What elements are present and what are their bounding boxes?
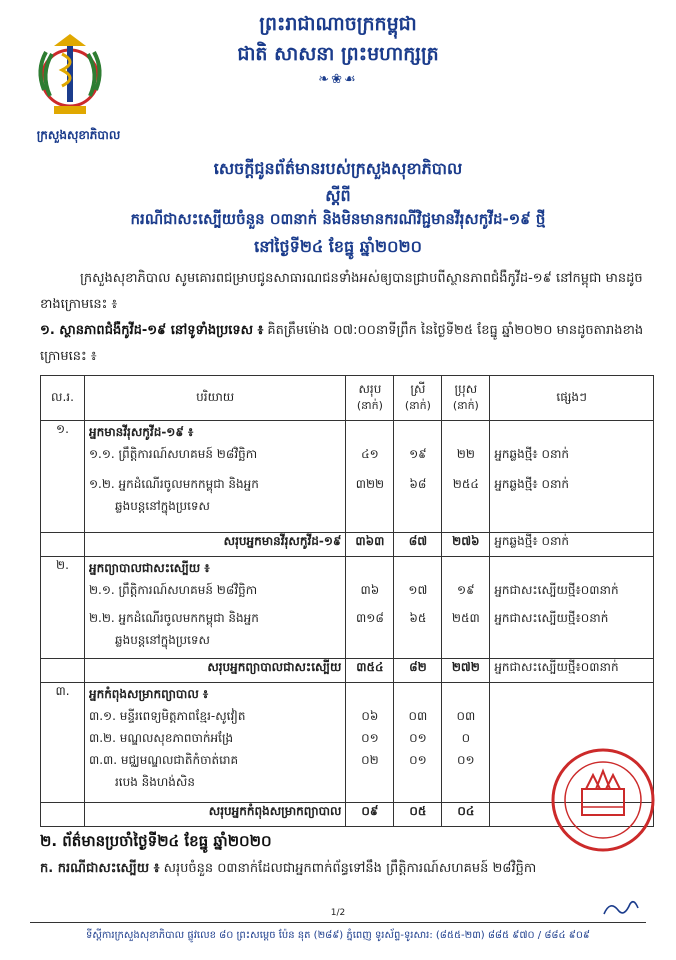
group-male: ២២ ២៥៤ bbox=[442, 421, 490, 533]
document-subject-label: ស្តីពី bbox=[325, 186, 351, 205]
recovered-cases-text: សរុបចំនួន ០៣នាក់ដែលជាអ្នកពាក់ព័ន្ធទៅនឹង ព្រឹត្តិការណ៍សហគមន៍ ២៨វិច្ឆិកា bbox=[159, 861, 537, 876]
group-number: ៣. bbox=[41, 683, 85, 803]
group-total: ០៦ ០១ ០២ bbox=[346, 683, 394, 803]
recovered-cases-paragraph bbox=[40, 860, 670, 879]
footer-address: ទីស្តីការក្រសួងសុខាភិបាល ផ្លូវលេខ ៨០ ព្រះសម្តេច ប៉ែន នុត (២៨៩) ភ្នំពេញ ទូរស័ព្ទ-ទូរសារ: (៨៥៥-២៣) ៨៨៥ ៩៧០ / ៨៨៤ ៩០៩ bbox=[86, 930, 590, 941]
table-sum-row: សរុបអ្នកព្យាបាលជាសះស្បើយ ៣៥៤ ៨២ ២៧២ អ្នកជាសះស្បើយថ្មី៖០៣នាក់ bbox=[41, 659, 654, 683]
group-female: ០៣ ០១ ០១ bbox=[394, 683, 442, 803]
ministry-logo-icon bbox=[30, 30, 110, 125]
table-sum-row: សរុបអ្នកមានវីរុសកូវីដ-១៩ ៣៦៣ ៨៧ ២៧៦ អ្នកឆ្លងថ្មី៖ ០នាក់ bbox=[41, 533, 654, 557]
motto-heading: ជាតិ សាសនា ព្រះមហាក្សត្រ bbox=[237, 43, 439, 65]
document-title: សេចក្តីជូនព័ត៌មានរបស់ក្រសួងសុខាភិបាល bbox=[213, 159, 463, 178]
table-sum-row: សរុបអ្នកកំពុងសម្រាកព្យាបាល ០៩ ០៥ ០៤ bbox=[41, 803, 654, 827]
group-female: ១៧ ៦៥ bbox=[394, 557, 442, 659]
group-male: ១៩ ២៥៣ bbox=[442, 557, 490, 659]
group-total: ៤១ ៣២២ bbox=[346, 421, 394, 533]
ornament-divider: ❧❀☙ bbox=[318, 72, 358, 87]
kingdom-heading: ព្រះរាជាណាចក្រកម្ពុជា bbox=[259, 13, 417, 35]
table-row bbox=[41, 557, 654, 659]
ministry-name: ក្រសួងសុខាភិបាល bbox=[36, 128, 121, 142]
header-other: ផ្សេងៗ bbox=[490, 376, 654, 421]
group-other: អ្នកជាសះស្បើយថ្មី៖០៣នាក់ អ្នកជាសះស្បើយថ្មី៖០នាក់ bbox=[490, 557, 654, 659]
intro-paragraph: ក្រសួងសុខាភិបាល សូមគោរពជម្រាបជូនសាធារណជនទាំងអស់ឲ្យបានជ្រាបពីស្ថានភាពជំងឺកូវីដ-១៩ នៅកម្ពុជា មានដូចខាងក្រោមនេះ ៖ bbox=[40, 271, 643, 312]
group-female: ១៩ ៦៨ bbox=[394, 421, 442, 533]
page-number: 1/2 bbox=[330, 908, 346, 918]
document-date: នៅថ្ងៃទី២៤ ខែធ្នូ ឆ្នាំ២០២០ bbox=[254, 237, 422, 256]
table-row bbox=[41, 421, 654, 533]
group-male: ០៣ ០ ០១ bbox=[442, 683, 490, 803]
footer-divider bbox=[30, 922, 646, 923]
header-no: ល.រ. bbox=[41, 376, 85, 421]
recovered-cases-label: ក. ករណីជាសះស្បើយ ៖ bbox=[40, 861, 160, 876]
table-header-row bbox=[41, 376, 654, 421]
group-other: អ្នកឆ្លងថ្មី៖ ០នាក់ អ្នកឆ្លងថ្មី៖ ០នាក់ bbox=[490, 421, 654, 533]
signature-initial-icon bbox=[600, 898, 640, 920]
section1-paragraph bbox=[40, 318, 660, 370]
group-description: អ្នកព្យាបាលជាសះស្បើយ ៖ ២.១. ព្រឹត្តិការណ៍សហគមន៍ ២៨វិច្ឆិកា ២.២. អ្នកដំណើរចូលមកកម្ពុជា និងអ្នក ឆ្លងបន្តនៅក្នុងប្រទេស bbox=[84, 557, 345, 659]
section1-heading: ១. ស្ថានភាពជំងឺកូវីដ-១៩ នៅទូទាំងប្រទេស ៖ bbox=[40, 323, 264, 338]
header-description: បរិយាយ bbox=[84, 376, 345, 421]
header-total: សរុប (នាក់) bbox=[346, 376, 394, 421]
header-male: ប្រុស (នាក់) bbox=[442, 376, 490, 421]
group-number: ១. bbox=[41, 421, 85, 533]
section2-heading: ២. ព័ត៌មានប្រចាំថ្ងៃទី២៤ ខែធ្នូ ឆ្នាំ២០២០ bbox=[40, 832, 272, 850]
group-description: អ្នកមានវីរុសកូវីដ-១៩ ៖ ១.១. ព្រឹត្តិការណ៍សហគមន៍ ២៨វិច្ឆិកា ១.២. អ្នកដំណើរចូលមកកម្ពុជា និងអ្នក ឆ្លងបន្តនៅក្នុងប្រទេស bbox=[84, 421, 345, 533]
group-total: ៣៦ ៣១៨ bbox=[346, 557, 394, 659]
header-female: ស្រី (នាក់) bbox=[394, 376, 442, 421]
document-subject: ករណីជាសះស្បើយចំនួន ០៣នាក់ និងមិនមានករណីវិជ្ជមានវីរុសកូវីដ-១៩ ថ្មី bbox=[130, 210, 546, 228]
group-description: អ្នកកំពុងសម្រាកព្យាបាល ៖ ៣.១. មន្ទីរពេទ្យមិត្តភាពខ្មែរ-សូវៀត ៣.២. មណ្ឌលសុខភាពចាក់អង្រែ ៣.៣. មជ្ឈមណ្ឌលជាតិកំចាត់រោគ របេង និងហង់សិន bbox=[84, 683, 345, 803]
group-number: ២. bbox=[41, 557, 85, 659]
section1-text: គិតត្រឹមម៉ោង ០៧:០០នាទីព្រឹក នៃថ្ងៃទី២៥ ខែធ្នូ ឆ្នាំ២០២០ មានដូចតារាងខាងក្រោមនេះ ៖ bbox=[40, 323, 644, 364]
